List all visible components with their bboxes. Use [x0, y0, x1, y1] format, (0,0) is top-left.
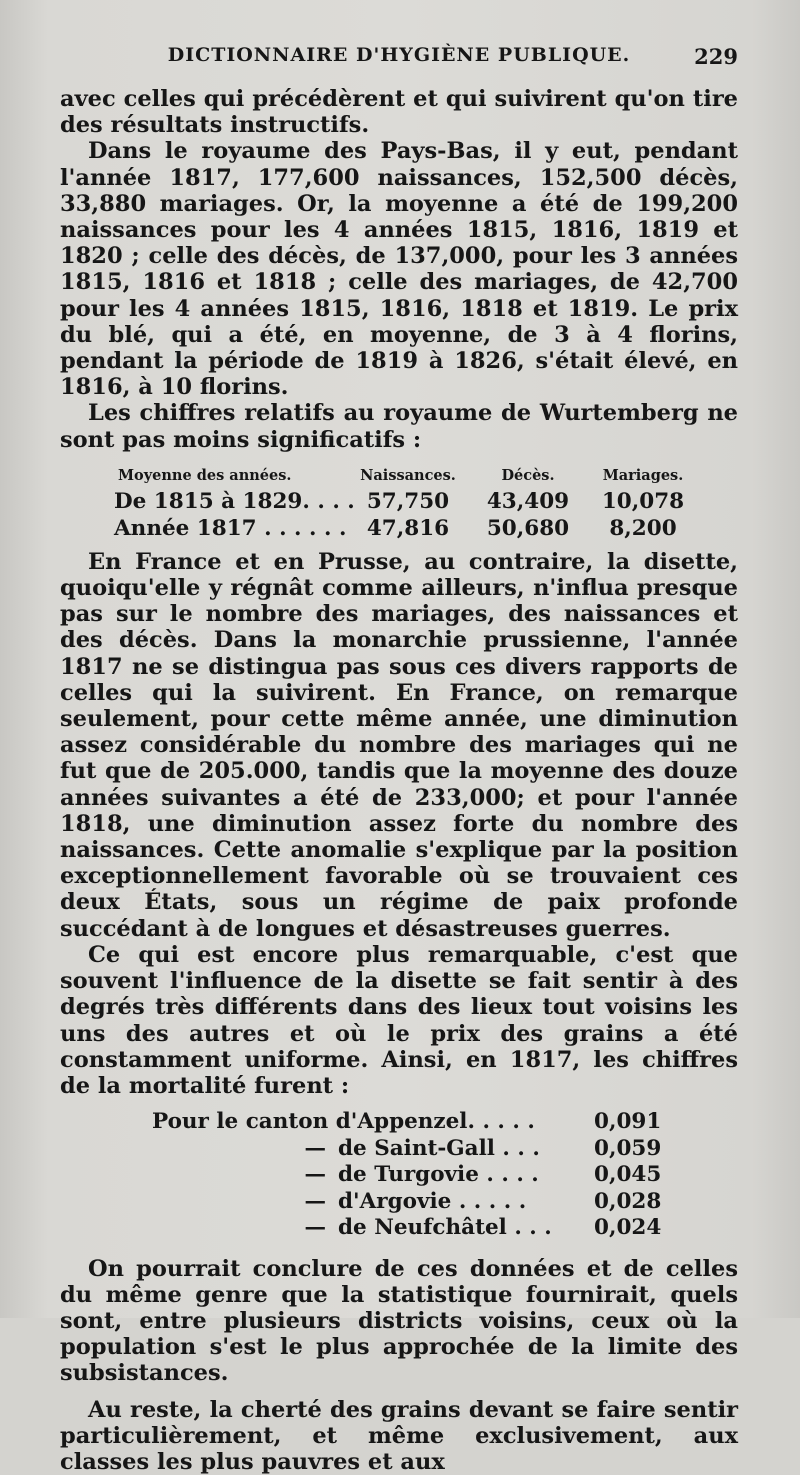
mortality-label: Pour le canton d'Appenzel. . . . .	[152, 1109, 535, 1135]
mortality-value: 0,091	[594, 1109, 662, 1135]
cell-naissances: 57,750	[366, 489, 450, 515]
cell-mariages: 10,078	[601, 489, 685, 515]
ditto-mark: —	[304, 1135, 324, 1161]
mortality-row	[60, 1109, 738, 1136]
table-row	[60, 489, 738, 516]
mortality-place: de Neufchâtel . . .	[338, 1215, 552, 1241]
wurtemberg-table	[60, 467, 738, 543]
mortality-value: 0,059	[594, 1135, 662, 1161]
mortality-row	[60, 1215, 738, 1242]
mortality-value: 0,028	[594, 1188, 662, 1214]
page-header	[60, 44, 738, 76]
cell-deces: 50,680	[486, 516, 570, 542]
table-row	[60, 516, 738, 543]
paragraph-france-prusse: En France et en Prusse, au contraire, la disette, quoiqu'elle y régnât comme ailleurs, n'influa presque pas sur le nombre des mariages, des naissances et des décès. Dans la monarchie prussienne, l'année 1817 ne se distingua pas sous ces divers rapports de celles qui la suivirent. En France, on remarque seulement, pour cette même année, une diminution assez considérable du nombre des mariages qui ne fut que de 205.000, tandis que la moyenne des douze années suivantes a été de 233,000; et pour l'année 1818, une diminution assez forte du nombre des naissances. Cette anomalie s'explique par la position exceptionnellement favorable où se trouvaient ces deux États, sous un régime de paix profonde succédant à de longues et désastreuses guerres.	[60, 548, 738, 942]
paragraph-wurtemberg-intro: Les chiffres relatifs au royaume de Wurtemberg ne sont pas moins significatifs :	[60, 400, 738, 453]
mortality-place: de Turgovie . . . .	[338, 1162, 539, 1188]
mortality-row	[60, 1162, 738, 1189]
cell-mariages: 8,200	[609, 516, 677, 542]
mortality-place: de Saint-Gall . . .	[338, 1135, 540, 1161]
mortality-table	[60, 1109, 738, 1242]
paragraph-au-reste: Au reste, la cherté des grains devant se faire sentir particulièrement, et même exclusivement, aux classes les plus pauvres et aux	[60, 1396, 738, 1475]
cell-deces: 43,409	[486, 489, 570, 515]
column-header-period: Moyenne des années.	[118, 466, 292, 484]
paragraph-pays-bas: Dans le royaume des Pays-Bas, il y eut, pendant l'année 1817, 177,600 naissances, 152,500 décès, 33,880 mariages. Or, la moyenne a été de 199,200 naissances pour les 4 années 1815, 1816, 1819 et 1820 ; celle des décès, de 137,000, pour les 3 années 1815, 1816 et 1818 ; celle des mariages, de 42,700 pour les 4 années 1815, 1816, 1818 et 1819. Le prix du blé, qui a été, en moyenne, de 3 à 4 florins, pendant la période de 1819 à 1826, s'était élevé, en 1816, à 10 florins.	[60, 138, 738, 401]
row-label: Année 1817 . . . . . .	[114, 516, 347, 542]
column-header-naissances: Naissances.	[360, 466, 456, 484]
paragraph-mortalite-intro: Ce qui est encore plus remarquable, c'est que souvent l'influence de la disette se fait sentir à des degrés très différents dans des lieux tout voisins les uns des autres et où le prix des grains a été constamment uniforme. Ainsi, en 1817, les chiffres de la mortalité furent :	[60, 941, 738, 1099]
page-number: 229	[694, 44, 738, 69]
paragraph-conclusion: On pourrait conclure de ces données et de celles du même genre que la statistique fournirait, quels sont, entre plusieurs districts voisins, ceux où la population s'est le plus approchée de la limite des subsistances.	[60, 1255, 738, 1387]
mortality-row	[60, 1189, 738, 1216]
mortality-value: 0,024	[594, 1215, 662, 1241]
cell-naissances: 47,816	[366, 516, 450, 542]
running-title: DICTIONNAIRE D'HYGIÈNE PUBLIQUE.	[167, 44, 631, 66]
ditto-mark: —	[304, 1162, 324, 1188]
ditto-mark: —	[304, 1188, 324, 1214]
mortality-place: d'Argovie . . . . .	[338, 1188, 527, 1214]
paragraph-continuation: avec celles qui précédèrent et qui suivirent qu'on tire des résultats instructifs.	[60, 86, 738, 139]
column-header-mariages: Mariages.	[602, 466, 684, 484]
page-body	[60, 86, 738, 1475]
table-header-row	[60, 467, 738, 489]
ditto-mark: —	[304, 1215, 324, 1241]
column-header-deces: Décès.	[501, 466, 555, 484]
mortality-row	[60, 1136, 738, 1163]
mortality-value: 0,045	[594, 1162, 662, 1188]
row-label: De 1815 à 1829. . . .	[114, 489, 355, 515]
